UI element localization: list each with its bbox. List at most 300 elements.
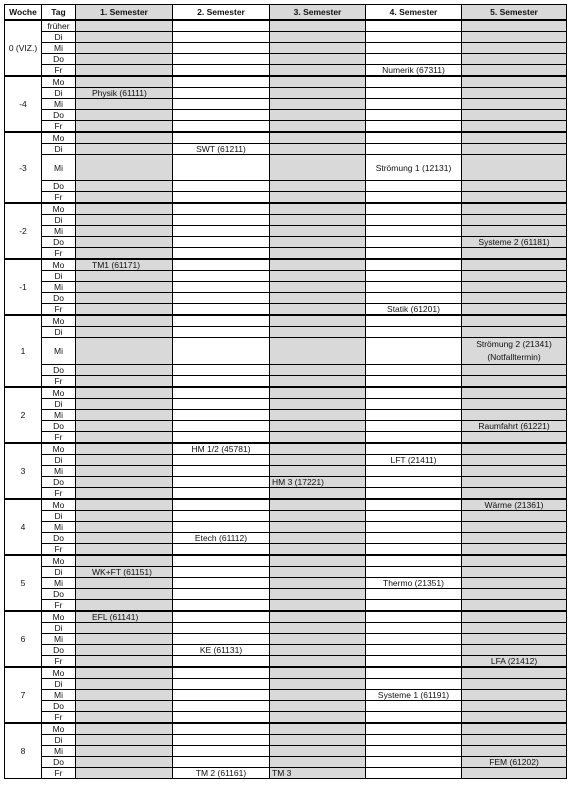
table-row [5,544,567,556]
table-row [5,600,567,612]
exam-cell-semester-3 [270,32,366,43]
exam-cell-semester-1 [76,54,173,65]
exam-cell-semester-5: Raumfahrt (61221) [462,421,567,432]
exam-cell-semester-5 [462,690,567,701]
exam-cell-semester-3 [270,611,366,623]
header-semester-3: 3. Semester [270,5,366,21]
exam-cell-semester-5 [462,121,567,133]
day-label: Fr [42,544,76,556]
exam-cell-semester-2 [173,555,270,567]
exam-cell-semester-4 [366,499,462,511]
exam-cell-semester-5 [462,488,567,500]
exam-cell-semester-3 [270,645,366,656]
exam-cell-semester-4 [366,623,462,634]
table-row [5,282,567,293]
table-row [5,304,567,316]
exam-cell-semester-5: Wärme (21361) [462,499,567,511]
exam-cell-semester-4: Thermo (21351) [366,578,462,589]
exam-cell-semester-5 [462,248,567,260]
table-row [5,768,567,779]
day-label: Mo [42,259,76,271]
table-row [5,192,567,204]
exam-cell-semester-1 [76,544,173,556]
exam-cell-semester-4 [366,679,462,690]
exam-cell-semester-2 [173,511,270,522]
table-row [5,421,567,432]
exam-cell-semester-2 [173,32,270,43]
exam-cell-semester-5 [462,20,567,32]
day-label: Mi [42,155,76,181]
exam-cell-semester-4 [366,203,462,215]
day-label: Mo [42,76,76,88]
exam-cell-semester-1 [76,578,173,589]
day-label: Mi [42,282,76,293]
exam-cell-semester-2 [173,237,270,248]
exam-cell-semester-2 [173,387,270,399]
exam-cell-semester-1 [76,757,173,768]
exam-cell-semester-3 [270,327,366,338]
exam-cell-semester-2 [173,466,270,477]
exam-cell-semester-4: Numerik (67311) [366,65,462,77]
exam-cell-semester-2 [173,282,270,293]
exam-cell-semester-3 [270,155,366,181]
exam-cell-semester-4 [366,192,462,204]
exam-cell-semester-2 [173,623,270,634]
exam-cell-semester-1 [76,376,173,388]
exam-cell-semester-4 [366,181,462,192]
exam-cell-semester-5 [462,735,567,746]
day-label: Mi [42,634,76,645]
exam-cell-semester-1 [76,282,173,293]
exam-cell-semester-1 [76,226,173,237]
exam-cell-semester-1 [76,735,173,746]
exam-cell-semester-5 [462,110,567,121]
exam-cell-semester-3 [270,701,366,712]
table-row [5,690,567,701]
exam-cell-semester-1 [76,645,173,656]
exam-cell-semester-3 [270,421,366,432]
exam-cell-semester-1 [76,455,173,466]
table-row [5,488,567,500]
exam-cell-semester-1 [76,110,173,121]
exam-cell-semester-2: Etech (61112) [173,533,270,544]
exam-cell-semester-4 [366,511,462,522]
exam-cell-semester-2 [173,192,270,204]
table-row [5,589,567,600]
day-label: Di [42,144,76,155]
week-label: 6 [5,611,42,667]
exam-cell-semester-5 [462,623,567,634]
exam-cell-semester-5 [462,600,567,612]
exam-cell-semester-3 [270,65,366,77]
exam-cell-semester-1 [76,511,173,522]
exam-cell-semester-4 [366,634,462,645]
exam-cell-semester-2 [173,488,270,500]
table-row [5,110,567,121]
exam-cell-semester-4 [366,376,462,388]
exam-cell-semester-2 [173,338,270,365]
exam-cell-semester-5 [462,443,567,455]
exam-cell-semester-2 [173,248,270,260]
exam-cell-semester-4 [366,338,462,365]
exam-cell-semester-1 [76,667,173,679]
day-label: Mi [42,43,76,54]
week-label: 1 [5,315,42,387]
exam-cell-semester-4 [366,656,462,668]
exam-cell-semester-5 [462,544,567,556]
table-row [5,555,567,567]
exam-cell-semester-5 [462,645,567,656]
exam-cell-semester-3 [270,203,366,215]
exam-cell-semester-4 [366,432,462,444]
exam-cell-semester-5 [462,432,567,444]
exam-cell-semester-2 [173,99,270,110]
table-row [5,338,567,365]
exam-cell-semester-1 [76,623,173,634]
exam-cell-semester-3 [270,192,366,204]
day-label: Mi [42,578,76,589]
exam-cell-semester-4 [366,701,462,712]
exam-cell-semester-3 [270,634,366,645]
header-semester-1: 1. Semester [76,5,173,21]
exam-cell-semester-1 [76,132,173,144]
exam-cell-semester-2: KE (61131) [173,645,270,656]
exam-cell-semester-2 [173,399,270,410]
exam-cell-semester-3 [270,455,366,466]
day-label: Di [42,271,76,282]
table-row [5,443,567,455]
exam-cell-semester-4 [366,387,462,399]
day-label: Fr [42,768,76,779]
exam-cell-semester-5: FEM (61202) [462,757,567,768]
exam-cell-semester-5 [462,701,567,712]
exam-cell-semester-3: HM 3 (17221) [270,477,366,488]
exam-cell-semester-2 [173,65,270,77]
exam-cell-semester-5 [462,226,567,237]
exam-cell-semester-4 [366,43,462,54]
exam-cell-semester-4 [366,327,462,338]
exam-cell-semester-4 [366,667,462,679]
exam-cell-semester-2 [173,735,270,746]
exam-cell-semester-1 [76,399,173,410]
day-label: Mo [42,203,76,215]
exam-cell-semester-3 [270,410,366,421]
exam-cell-semester-2 [173,656,270,668]
exam-cell-semester-2 [173,293,270,304]
exam-cell-semester-3 [270,544,366,556]
exam-cell-semester-2 [173,600,270,612]
exam-cell-semester-1 [76,410,173,421]
exam-cell-semester-1 [76,327,173,338]
exam-cell-semester-3 [270,304,366,316]
table-row [5,432,567,444]
exam-cell-semester-3 [270,511,366,522]
exam-cell-semester-3 [270,432,366,444]
exam-cell-semester-4 [366,121,462,133]
exam-cell-semester-2 [173,110,270,121]
exam-cell-semester-5: Systeme 2 (61181) [462,237,567,248]
exam-cell-semester-3 [270,757,366,768]
table-row [5,237,567,248]
exam-cell-semester-2 [173,567,270,578]
exam-cell-semester-2 [173,203,270,215]
exam-cell-semester-5 [462,43,567,54]
exam-cell-semester-1 [76,499,173,511]
exam-cell-semester-2 [173,578,270,589]
table-row [5,121,567,133]
header-semester-4: 4. Semester [366,5,462,21]
exam-cell-semester-3 [270,110,366,121]
exam-cell-semester-2 [173,522,270,533]
exam-cell-semester-5 [462,455,567,466]
exam-cell-semester-3 [270,259,366,271]
day-label: Di [42,623,76,634]
exam-cell-semester-4 [366,477,462,488]
exam-cell-semester-3 [270,399,366,410]
exam-cell-semester-5 [462,259,567,271]
day-label: Fr [42,600,76,612]
week-label: 4 [5,499,42,555]
exam-cell-semester-3 [270,623,366,634]
table-row [5,712,567,724]
exam-cell-semester-5 [462,88,567,99]
exam-cell-semester-3 [270,248,366,260]
exam-cell-semester-2 [173,544,270,556]
table-row [5,499,567,511]
exam-cell-semester-1 [76,387,173,399]
day-label: Di [42,327,76,338]
day-label: Mi [42,690,76,701]
table-row [5,99,567,110]
exam-cell-semester-3 [270,99,366,110]
exam-cell-semester-2 [173,634,270,645]
day-label: Do [42,365,76,376]
exam-cell-semester-2 [173,757,270,768]
exam-cell-semester-2: HM 1/2 (45781) [173,443,270,455]
table-row [5,226,567,237]
day-label: Do [42,181,76,192]
exam-cell-semester-1 [76,690,173,701]
day-label: Mo [42,611,76,623]
exam-cell-semester-5 [462,466,567,477]
exam-cell-semester-3 [270,712,366,724]
day-label: Fr [42,712,76,724]
exam-cell-semester-5 [462,315,567,327]
exam-cell-semester-3 [270,20,366,32]
day-label: Mo [42,315,76,327]
exam-cell-semester-1 [76,477,173,488]
exam-cell-semester-2 [173,121,270,133]
day-label: Fr [42,432,76,444]
exam-cell-semester-1 [76,76,173,88]
day-label: Di [42,567,76,578]
day-label: Di [42,88,76,99]
day-label: Di [42,215,76,226]
day-label: Do [42,477,76,488]
exam-cell-semester-3 [270,723,366,735]
exam-cell-semester-3 [270,376,366,388]
exam-cell-semester-5 [462,399,567,410]
exam-cell-semester-2 [173,701,270,712]
exam-cell-semester-4 [366,54,462,65]
exam-cell-semester-4 [366,589,462,600]
exam-cell-semester-3 [270,443,366,455]
exam-cell-semester-4 [366,293,462,304]
exam-cell-semester-5 [462,99,567,110]
exam-cell-semester-1 [76,712,173,724]
table-row [5,271,567,282]
table-row [5,20,567,32]
exam-cell-semester-3 [270,690,366,701]
exam-cell-semester-1 [76,589,173,600]
exam-cell-semester-3 [270,271,366,282]
table-row [5,88,567,99]
exam-cell-semester-4: Statik (61201) [366,304,462,316]
exam-cell-semester-1 [76,533,173,544]
table-row [5,746,567,757]
exam-cell-semester-1: EFL (61141) [76,611,173,623]
table-row [5,327,567,338]
exam-cell-semester-4 [366,466,462,477]
day-label: Mi [42,466,76,477]
day-label: Do [42,757,76,768]
day-label: Mo [42,499,76,511]
exam-cell-semester-4 [366,735,462,746]
exam-cell-semester-4 [366,600,462,612]
exam-cell-semester-5 [462,511,567,522]
exam-cell-semester-5 [462,32,567,43]
table-row [5,155,567,181]
exam-cell-semester-5 [462,712,567,724]
table-row [5,578,567,589]
exam-cell-semester-5 [462,132,567,144]
exam-cell-semester-5 [462,723,567,735]
exam-cell-semester-3 [270,578,366,589]
day-label: Fr [42,65,76,77]
week-label: 0 (VIZ.) [5,20,42,76]
week-label: 2 [5,387,42,443]
exam-cell-semester-1 [76,432,173,444]
exam-cell-semester-1 [76,443,173,455]
exam-schedule-table [4,4,567,779]
exam-cell-semester-5 [462,679,567,690]
exam-cell-semester-2 [173,215,270,226]
exam-cell-semester-3 [270,181,366,192]
table-row [5,365,567,376]
exam-cell-semester-5 [462,376,567,388]
exam-cell-semester-1 [76,215,173,226]
week-label: -2 [5,203,42,259]
exam-cell-semester-4: Strömung 1 (12131) [366,155,462,181]
day-label: Mi [42,522,76,533]
day-label: Mo [42,132,76,144]
exam-cell-semester-4 [366,757,462,768]
day-label: Do [42,589,76,600]
exam-cell-semester-2 [173,315,270,327]
exam-cell-semester-3 [270,365,366,376]
table-row [5,203,567,215]
exam-cell-semester-1 [76,43,173,54]
exam-cell-semester-1 [76,315,173,327]
exam-cell-semester-4 [366,410,462,421]
exam-cell-semester-5 [462,155,567,181]
exam-cell-semester-1: WK+FT (61151) [76,567,173,578]
exam-cell-semester-5 [462,533,567,544]
table-row [5,410,567,421]
exam-cell-semester-3 [270,555,366,567]
exam-cell-semester-4 [366,226,462,237]
exam-cell-semester-2 [173,712,270,724]
day-label: Di [42,679,76,690]
table-row [5,43,567,54]
exam-cell-semester-1 [76,20,173,32]
table-row [5,623,567,634]
table-row [5,679,567,690]
table-row [5,181,567,192]
exam-cell-semester-2 [173,181,270,192]
table-row [5,387,567,399]
week-label: -3 [5,132,42,203]
exam-cell-semester-4 [366,88,462,99]
exam-cell-semester-5 [462,76,567,88]
exam-cell-semester-3 [270,282,366,293]
exam-cell-semester-2 [173,667,270,679]
exam-cell-semester-4: LFT (21411) [366,455,462,466]
exam-cell-semester-4 [366,399,462,410]
exam-cell-semester-4 [366,259,462,271]
table-row [5,132,567,144]
day-label: Di [42,32,76,43]
exam-cell-semester-4 [366,110,462,121]
day-label: Mi [42,226,76,237]
table-row [5,701,567,712]
day-label: Fr [42,376,76,388]
exam-cell-semester-1 [76,365,173,376]
exam-cell-semester-2 [173,365,270,376]
exam-cell-semester-3 [270,215,366,226]
exam-cell-semester-2 [173,226,270,237]
day-label: früher [42,20,76,32]
exam-cell-semester-3 [270,144,366,155]
exam-cell-semester-4 [366,488,462,500]
week-label: -1 [5,259,42,315]
exam-cell-semester-1: Physik (61111) [76,88,173,99]
exam-cell-semester-1 [76,701,173,712]
exam-cell-semester-4 [366,611,462,623]
exam-cell-semester-4 [366,132,462,144]
exam-cell-semester-3 [270,600,366,612]
day-label: Do [42,421,76,432]
day-label: Mo [42,723,76,735]
exam-cell-semester-2 [173,43,270,54]
table-row [5,248,567,260]
exam-cell-semester-3 [270,488,366,500]
exam-cell-semester-1 [76,121,173,133]
day-label: Fr [42,304,76,316]
table-row [5,477,567,488]
exam-cell-semester-3 [270,522,366,533]
exam-cell-semester-2 [173,432,270,444]
day-label: Di [42,735,76,746]
table-row [5,757,567,768]
exam-cell-semester-1 [76,155,173,181]
day-label: Mo [42,443,76,455]
exam-cell-semester-5 [462,746,567,757]
exam-cell-semester-1 [76,32,173,43]
exam-cell-semester-4 [366,533,462,544]
exam-cell-semester-2 [173,259,270,271]
header-row [5,5,567,21]
